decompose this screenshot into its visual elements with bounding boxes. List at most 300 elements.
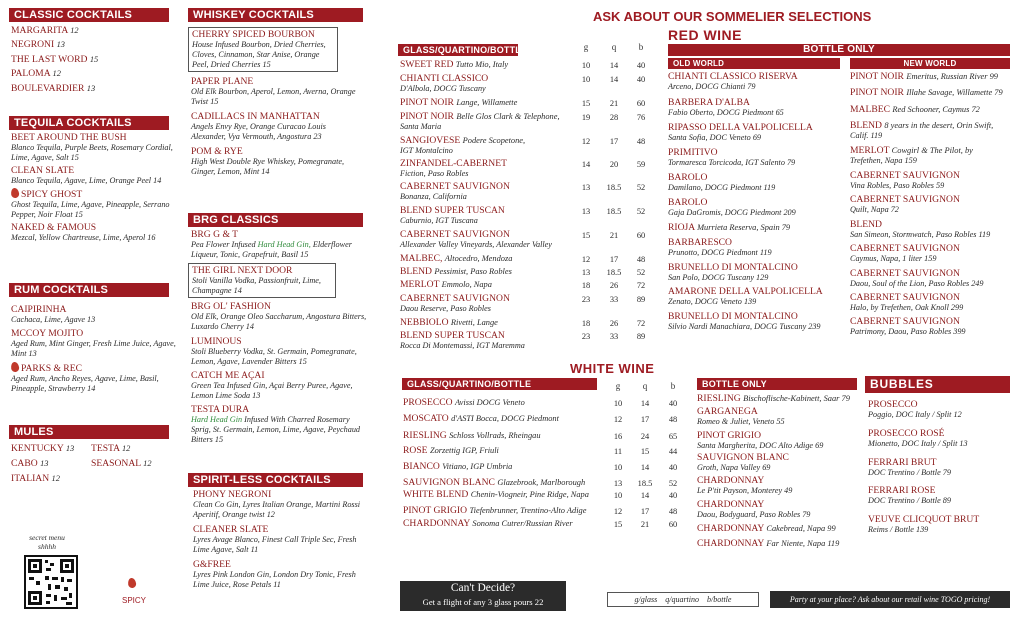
wine-producer: Chenin-Viogneir, Pine Ridge, Napa [470,490,589,499]
menu-item-name [11,362,181,374]
menu-item [11,83,171,94]
desc-part: Elderflower Liqueur, Tonic, Grapefruit, Basil 15 [191,240,352,259]
bottle-name-text: BLEND [850,120,882,131]
menu-item-name-text: CLEANER SLATE [193,524,269,535]
menu-item-name [193,524,373,535]
bottle-row [668,311,848,332]
bottle-name [850,87,1015,98]
menu-item-desc: Cachaca, Lime, Agave 13 [11,315,96,324]
menu-item [193,489,373,520]
bottle-name [697,499,862,510]
price-glass: 13 [581,183,591,192]
menu-item [11,362,181,394]
bottle-desc: Zenato, DOCG Veneto 139 [668,297,757,306]
menu-item-name-text: PALOMA [11,68,51,80]
mule-name: SEASONAL [91,458,141,469]
bottle-name [850,316,1015,327]
bottle-desc: DOC Trentino / Bottle 89 [868,496,951,505]
bottle-name [850,243,1015,254]
bottle-name [850,292,1015,303]
bottle-name-text: CHIANTI CLASSICO RISERVA [668,71,798,82]
size-legend: g/glass q/quartino b/bottle [607,592,759,607]
bottle-row [668,71,848,92]
desc-part: Pea Flower Infused [191,240,258,249]
spicy-label: SPICY [122,596,147,605]
price-bottle: 72 [636,281,646,290]
mules-header: MULES [9,425,169,439]
menu-item-name [191,370,371,381]
bottle-producer: Far Niente, Napa 119 [766,539,840,548]
flame-icon [11,188,19,198]
wine-row [400,59,660,70]
bottle-desc: DOC Trentino / Bottle 79 [868,468,951,477]
bottle-desc: Quilt, Napa 72 [850,205,899,214]
price-bottle: 44 [668,447,678,456]
bottle-producer: Murrieta Reserva, Spain 79 [697,223,791,232]
bottle-producer: Cowgirl & The Pilot, by [891,146,973,155]
bottle-name-text: BAROLO [668,197,708,208]
price-glass: 23 [581,332,591,341]
price-quartino: 18.5 [606,207,622,216]
qr-code[interactable] [24,555,78,609]
red-wine-title: RED WINE [668,27,742,43]
wine-desc: Fiction, Paso Robles [400,169,469,178]
bottle-desc: Daou, Soul of the Lion, Paso Robles 249 [850,279,984,288]
red-glass-header: GLASS/QUARTINO/BOTTLE [398,44,518,56]
menu-item [191,404,371,445]
bottle-name-text: FERRARI BRUT [868,457,937,468]
wine-desc: Santa Maria [400,122,442,131]
menu-item-name [11,222,181,233]
bottle-name-text: CABERNET SAUVIGNON [850,292,960,303]
menu-item-name [191,111,361,122]
menu-item [11,25,171,36]
menu-item-desc: Aged Rum, Mint Ginger, Fresh Lime Juice, Agave, Mint 13 [11,339,176,358]
bottle-name [697,452,862,463]
wine-row [400,181,660,202]
price-bottle: 48 [636,137,646,146]
wine-row [403,489,693,500]
bottle-name-text: CABERNET SAUVIGNON [850,243,960,254]
price-bottle: 48 [636,255,646,264]
rum-cocktails-header: RUM COCKTAILS [9,283,169,297]
price-bottle: 40 [668,463,678,472]
wine-row [403,397,693,408]
new-world-header: NEW WORLD [850,58,1010,69]
bottle-desc: Silvio Nardi Manachiara, DOCG Tuscany 239 [668,322,821,331]
bottle-producer: Bischoflische-Kabinett, Saar 79 [743,394,850,403]
mule-name: KENTUCKY [11,443,64,454]
wine-name-text: RIESLING [403,430,447,441]
bottle-name [868,457,1018,468]
red-bottle-only-header: BOTTLE ONLY [668,44,1010,56]
mule-item [91,458,152,469]
bottle-desc: Caymus, Napa, 1 liter 159 [850,254,937,263]
bottle-name [668,311,848,322]
wine-name-text: CABERNET SAUVIGNON [400,293,510,304]
menu-item [191,301,371,332]
wine-row [403,445,693,456]
mule-item [11,458,48,469]
menu-item-desc: Stoli Blueberry Vodka, St. Germain, Pomegranate, Lemon, Agave, Lavender Bitters 15 [191,346,357,366]
menu-item-desc: Stoli Vanilla Vodka, Passionfruit, Lime, Champagne 14 [192,276,321,296]
price-quartino: 21 [609,99,619,108]
menu-item [191,370,371,401]
mule-price: 12 [143,459,152,468]
price-quartino: 17 [640,415,650,424]
price-quartino: 20 [609,160,619,169]
bottle-desc: Gaja DaGromis, DOCG Piedmont 209 [668,208,796,217]
bottle-row [697,430,862,451]
bottle-producer: Illahe Savage, Willamette 79 [906,88,1003,97]
menu-item-name-text: THE GIRL NEXT DOOR [192,265,293,277]
wine-name-text: MALBEC, [400,253,443,264]
bottle-name-text: BARBARESCO [668,237,732,248]
menu-item-name-text: LUMINOUS [191,335,242,347]
bottle-row [850,104,1015,115]
bottle-name [668,71,848,82]
spirit-less-cocktails-list [193,489,373,594]
menu-item-desc: Clean Co Gin, Lyres Italian Orange, Martini Rossi Aperitif, Orange twist 12 [193,500,361,519]
menu-item [11,188,181,220]
price-glass: 18 [581,319,591,328]
price-glass: 23 [581,295,591,304]
mule-item [91,443,130,454]
bottle-name [668,286,848,297]
bottle-desc: Poggio, DOC Italy / Split 12 [868,410,962,419]
price-bottle: 59 [636,160,646,169]
menu-item-name [191,229,371,240]
bottle-name-text: PINOT NOIR [850,71,904,82]
bottle-name-text: PROSECCO ROSÉ [868,428,945,439]
desc-part: Infused With Charred Rosemary Sprig, St. Germain, Lemon, Lime, Agave, Peychaud Bitters 15 [191,414,361,444]
wine-name-text: PROSECCO [403,397,453,408]
classic-cocktails-list [11,25,171,97]
price-quartino: 33 [609,295,619,304]
bottle-name-text: CABERNET SAUVIGNON [850,268,960,279]
wine-desc: IGT Montalcino [400,146,453,155]
price-bottle: 52 [668,479,678,488]
bottle-name [668,237,848,248]
menu-item-name-text: CHERRY SPICED BOURBON [192,29,315,40]
price-quartino: 24 [640,432,650,441]
price-glass: 10 [581,75,591,84]
wine-row [403,477,693,488]
price-glass: 13 [613,479,623,488]
bottle-producer: 8 years in the desert, Orin Swift, [884,121,994,130]
bottle-name [850,268,1015,279]
menu-item-desc: Green Tea Infused Gin, Açai Berry Puree, Agave, Lemon Lime Soda 13 [191,380,353,400]
old-world-header: OLD WORLD [668,58,840,69]
wine-name-text: CHARDONNAY [403,518,470,529]
price-bottle: 60 [636,99,646,108]
wine-name-text: SWEET RED [400,59,454,70]
price-bottle: 76 [636,113,646,122]
price-bottle: 52 [636,207,646,216]
bottle-row [668,286,848,307]
price-bottle: 40 [636,61,646,70]
bottle-row [697,538,862,549]
bottle-row [668,237,848,258]
price-bottle: 89 [636,332,646,341]
menu-item-name-text: MARGARITA [11,25,68,36]
wine-desc: Daou Reserve, Paso Robles [400,304,491,313]
menu-item-desc: Aged Rum, Ancho Reyes, Agave, Lime, Basil, Pineapple, Strawberry 14 [11,374,159,393]
price-quartino: 14 [640,463,650,472]
bottle-name-text: PROSECCO [868,399,918,410]
price-quartino: 17 [609,137,619,146]
wine-producer: Tiefenbrunner, Trentino-Alto Adige [469,506,587,515]
menu-item-name-text: BOULEVARDIER [11,82,85,94]
menu-item-name-text: CADILLACS IN MANHATTAN [191,111,320,122]
price-glass: 10 [613,463,623,472]
price-glass: 11 [613,447,623,456]
bottle-desc: Patrimony, Daou, Paso Robles 399 [850,327,966,336]
secret-menu-line1: secret menu [29,533,65,542]
wine-row [400,158,660,179]
white-wine-title: WHITE WINE [570,361,655,376]
menu-item-desc: Mezcal, Yellow Chartreuse, Lime, Aperol 16 [11,233,156,242]
bottle-name-text: BARBERA D'ALBA [668,97,750,108]
menu-item-name-text: NEGRONI [11,39,55,51]
bottle-name [850,104,1015,115]
wine-name-text: BIANCO [403,461,440,472]
menu-item-name-text: BRG G & T [191,229,238,240]
white-col-g-header: g [615,381,621,391]
menu-item-name [191,404,371,415]
menu-item-name [192,265,332,276]
cant-decide-subtitle: Get a flight of any 3 glass pours 22 [422,597,544,607]
wine-producer: Glazebrook, Marlborough [497,478,586,487]
wine-name-text: CHIANTI CLASSICO [400,73,489,84]
bottle-row [850,71,1015,82]
menu-item-price: 12 [52,69,61,79]
bottle-row [850,219,1015,240]
price-bottle: 65 [668,432,678,441]
bottle-name [850,219,1015,230]
white-col-q-header: q [642,381,648,391]
bottle-row [850,170,1015,191]
menu-item-name [11,132,181,143]
price-quartino: 17 [640,507,650,516]
retail-togo-banner: Party at your place? Ask about our retail wine TOGO pricing! [770,591,1010,608]
sommelier-title: ASK ABOUT OUR SOMMELIER SELECTIONS [593,9,872,24]
menu-item [191,76,361,107]
menu-item [193,559,373,590]
bottle-name [697,406,862,417]
price-glass: 12 [613,415,623,424]
wine-producer: Avissi DOCG Veneto [455,398,525,407]
bottle-name-text: AMARONE DELLA VALPOLICELLA [668,286,823,297]
menu-item [191,336,371,367]
menu-item-name [11,328,181,339]
mule-item [11,473,60,484]
wine-producer: Sonoma Cutrer/Russian River [472,519,573,528]
menu-item [11,132,181,163]
bottle-desc: Damilano, DOCG Piedmont 119 [668,183,776,192]
price-glass: 15 [581,99,591,108]
menu-item [188,27,338,72]
wine-row [400,229,660,250]
menu-item-name-text: THE LAST WORD [11,53,88,65]
price-quartino: 21 [609,231,619,240]
bottle-name-text: CHARDONNAY [697,538,764,549]
wine-desc: Allexander Valley Vineyards, Alexander Valley [400,240,552,249]
red-glass-list [400,59,660,349]
price-quartino: 26 [609,319,619,328]
bottle-row [868,485,1018,506]
bottle-name [668,222,848,233]
bottle-name [868,514,1018,525]
bottle-name [697,523,862,534]
col-b-header: b [638,42,644,52]
wine-producer: Altocedro, Mendoza [444,254,513,263]
rum-cocktails-list [11,304,181,397]
menu-item-name [191,336,371,347]
wine-row [403,518,693,529]
bottle-producer: Cakebread, Napa 99 [766,524,836,533]
wine-row [400,330,660,351]
menu-item [11,68,171,79]
price-glass: 10 [613,491,623,500]
bottle-name-text: RIESLING [697,393,741,404]
menu-item-name [11,25,171,36]
menu-item-price: 13 [86,83,96,93]
price-glass: 13 [581,207,591,216]
menu-item-name [11,39,171,50]
wine-producer: Rivetti, Lange [450,318,498,327]
white-bottle-only-header: BOTTLE ONLY [697,378,857,390]
bottle-row [868,428,1018,449]
wine-producer: Belle Glos Clark & Telephone, [456,112,560,121]
mule-price: 13 [40,459,49,468]
menu-item [191,229,371,260]
whiskey-cocktails-header: WHISKEY COCKTAILS [188,8,363,22]
mule-name: CABO [11,458,38,469]
price-quartino: 15 [640,447,650,456]
bottle-row [697,393,862,404]
bottle-name [850,170,1015,181]
secret-menu-line2: shhhh [38,542,56,551]
menu-item [11,165,181,186]
menu-item [11,328,181,359]
bottle-desc: Reims / Bottle 139 [868,525,929,534]
classic-cocktails-header: CLASSIC COCKTAILS [9,8,169,22]
price-bottle: 48 [668,415,678,424]
price-glass: 12 [581,255,591,264]
bottle-row [668,262,848,283]
bottle-name [850,194,1015,205]
bottle-row [850,120,1015,141]
wine-name-text: NEBBIOLO [400,317,449,328]
bottle-name-text: CABERNET SAUVIGNON [850,194,960,205]
bottle-row [868,514,1018,535]
bottle-row [697,475,862,496]
hard-head-gin: Hard Head Gin, [257,240,311,249]
wine-name-text: BLEND SUPER TUSCAN [400,205,505,216]
white-col-b-header: b [670,381,676,391]
bottle-name-text: MALBEC [850,104,890,115]
bottle-name [697,538,862,549]
whiskey-cocktails-list [191,27,361,181]
menu-item-name [193,559,373,570]
bottle-name-text: FERRARI ROSE [868,485,936,496]
bottle-row [850,87,1015,98]
bottle-desc: Arceno, DOCG Chianti 79 [668,82,756,91]
mule-item [11,443,74,454]
bottle-name [668,97,848,108]
bottle-name [850,145,1015,156]
wine-name-text: BLEND SUPER TUSCAN [400,330,505,341]
wine-name-text: CABERNET SAUVIGNON [400,181,510,192]
bottle-row [668,97,848,118]
price-quartino: 14 [640,399,650,408]
price-bottle: 40 [636,75,646,84]
menu-item-desc [191,415,371,445]
wine-row [400,135,660,156]
bottle-row [850,243,1015,264]
bottle-name [850,71,1015,82]
bottle-name [697,475,862,486]
mules-list [11,443,181,488]
price-quartino: 18.5 [637,479,653,488]
bottle-desc: Santa Margherita, DOC Alto Adige 69 [697,441,824,450]
wine-producer: Pessimist, Paso Robles [434,267,512,276]
menu-item-name [191,146,361,157]
menu-item-desc: Lyres Pink London Gin, London Dry Tonic, Fresh Lime Juice, Rose Petals 11 [193,570,356,589]
bottle-row [850,268,1015,289]
spirit-less-cocktails-header: SPIRIT-LESS COCKTAILS [188,473,363,487]
hard-head-gin: Hard Head Gin [191,414,243,424]
bottle-name [668,172,848,183]
wine-row [400,317,660,328]
wine-row [403,505,693,516]
bottle-name-text: PRIMITIVO [668,147,718,158]
menu-item-name-text: CAIPIRINHA [11,304,67,315]
brg-classics-header: BRG CLASSICS [188,213,363,227]
wine-row [400,266,660,277]
bottle-name-text: RIOJA [668,222,695,233]
price-bottle: 60 [636,231,646,240]
bottle-name-text: BAROLO [668,172,708,183]
col-g-header: g [583,42,589,52]
wine-row [400,73,660,94]
menu-item-name-text: CATCH ME AÇAI [191,369,265,381]
wine-row [400,111,660,132]
wine-producer: d'ASTI Bocca, DOCG Piedmont [451,414,559,423]
menu-item-price: 13 [56,40,65,50]
bottle-row [668,197,848,218]
bottle-name-text: BRUNELLO DI MONTALCINO [668,262,798,273]
bottle-desc: Groth, Napa Valley 69 [697,463,771,472]
price-quartino: 14 [609,61,619,70]
menu-item [191,111,361,142]
menu-item-desc: Lyres Avage Blanco, Finest Call Triple Sec, Fresh Lime Agave, Salt 11 [193,535,357,554]
wine-name-text: CABERNET SAUVIGNON [400,229,510,240]
wine-name-text: PINOT GRIGIO [403,505,468,516]
wine-name-text: MERLOT [400,279,440,290]
menu-item-name [11,83,171,94]
price-quartino: 17 [609,255,619,264]
menu-item-name [11,68,171,79]
bottle-row [668,222,848,233]
menu-item-price: 15 [89,54,99,64]
bottle-row [697,499,862,520]
wine-name-text: SAUVIGNON BLANC [403,477,495,488]
bubbles-header: BUBBLES [865,376,1010,393]
menu-item-name-text: BRG OL' FASHION [191,301,271,313]
menu-item-name-text: CLEAN SLATE [11,165,75,176]
